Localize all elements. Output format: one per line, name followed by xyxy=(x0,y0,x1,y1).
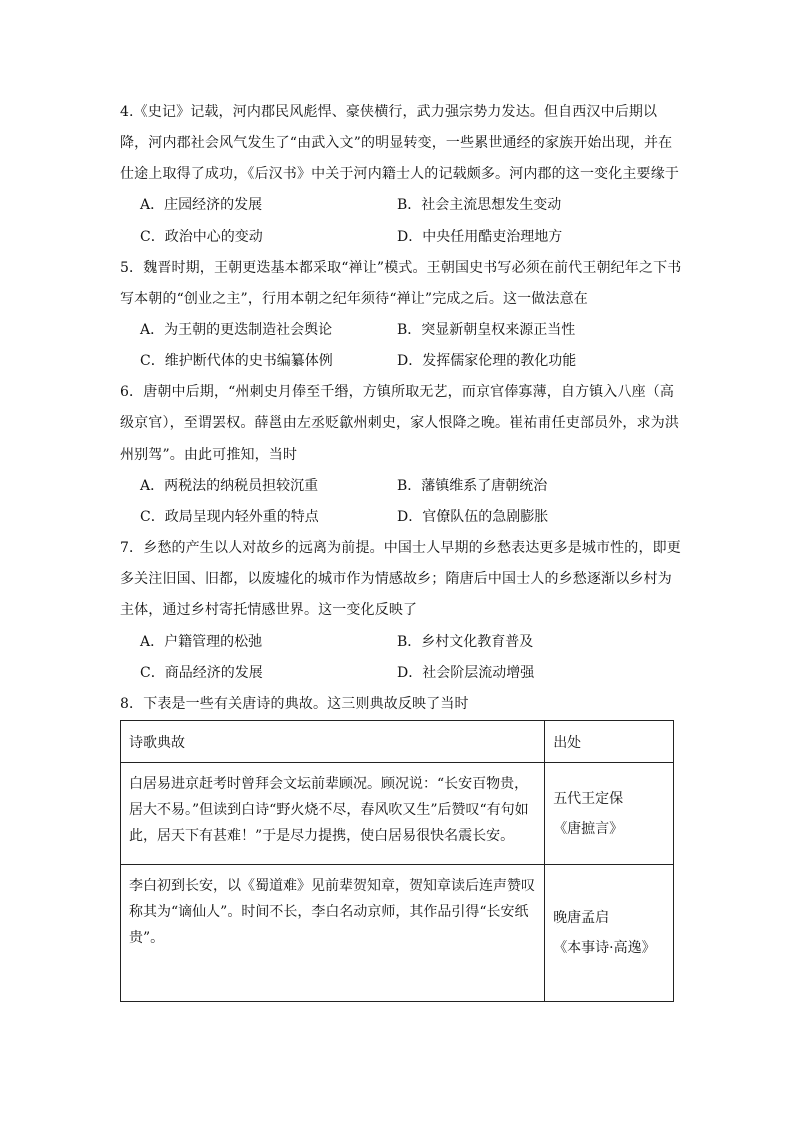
source-cell xyxy=(545,763,674,865)
q7-option-d: D．社会阶层流动增强 xyxy=(397,665,535,681)
q6-option-b: B．藩镇维系了唐朝统治 xyxy=(397,478,548,494)
q4-option-b: B．社会主流思想发生变动 xyxy=(397,197,562,213)
table-row xyxy=(121,763,674,865)
q6-option-a: A．两税法的纳税员担较沉重 xyxy=(140,478,319,494)
story-line: 居大不易。”但读到白诗“野火烧不尽，春风吹又生”后赞叹“有句如 xyxy=(129,802,529,818)
q6-line-2: 级京官），至谓罢权。薛邕由左丞贬歙州刺史，家人恨降之晚。崔祐甫任吏部员外，求为洪 xyxy=(120,415,679,431)
q7-line-2: 多关注旧国、旧都，以废墟化的城市作为情感故乡；隋唐后中国士人的乡愁逐渐以乡村为 xyxy=(120,571,672,587)
source-title: 《本事诗·高逸》 xyxy=(553,940,656,956)
q6-option-d: D．官僚队伍的急剧膨胀 xyxy=(397,509,549,525)
source-author: 晚唐孟启 xyxy=(553,910,610,926)
table-row xyxy=(121,865,674,1002)
q7-option-c: C．商品经济的发展 xyxy=(140,665,263,681)
q4-option-c: C．政治中心的变动 xyxy=(140,229,263,245)
header-source-label: 出处 xyxy=(553,734,582,751)
q6-option-c: C．政局呈现内轻外重的特点 xyxy=(140,509,319,525)
header-cell-story xyxy=(121,721,545,763)
q4-option-d: D．中央任用酷吏治理地方 xyxy=(397,229,563,245)
q4-line-3: 仕途上取得了成功，《后汉书》中关于河内籍士人的记载颇多。河内郡的这一变化主要缘于 xyxy=(120,166,679,182)
q6-line-3: 州别驾”。由此可推知，当时 xyxy=(120,447,298,463)
story-line: 称其为“谪仙人”。时间不长，李白名动京师，其作品引得“长安纸 xyxy=(129,904,529,920)
story-line: 贵”。 xyxy=(129,930,165,946)
story-line: 此，居天下有甚难！”于是尽力提携，使白居易很快名震长安。 xyxy=(129,828,515,844)
table-header-row xyxy=(121,721,674,763)
q4-option-a: A．庄园经济的发展 xyxy=(140,197,263,213)
header-cell-source xyxy=(545,721,674,763)
story-line: 李白初到长安，以《蜀道难》见前辈贺知章，贺知章读后连声赞叹 xyxy=(129,878,535,894)
q7-option-a: A．户籍管理的松弛 xyxy=(140,634,263,650)
story-cell xyxy=(121,763,545,865)
q5-option-c: C．维护断代体的史书编纂体例 xyxy=(140,353,333,369)
q5-option-b: B．突显新朝皇权来源正当性 xyxy=(397,322,576,338)
q5-option-a: A．为王朝的更迭制造社会舆论 xyxy=(140,322,333,338)
q8-stem: 8．下表是一些有关唐诗的典故。这三则典故反映了当时 xyxy=(120,696,469,712)
q5-line-1: 5．魏晋时期，王朝更迭基本都采取“禅让”模式。王朝国史书写必须在前代王朝纪年之下书 xyxy=(120,260,682,276)
story-cell xyxy=(121,865,545,1002)
q4-line-1: 4.《史记》记载，河内郡民风彪悍、豪侠横行，武力强宗势力发达。但自西汉中后期以 xyxy=(120,104,658,120)
poem-allusion-table xyxy=(120,720,674,1002)
header-story-label: 诗歌典故 xyxy=(129,734,185,751)
q5-line-2: 写本朝的“创业之主”，行用本朝之纪年须待“禅让”完成之后。这一做法意在 xyxy=(120,291,588,307)
q5-option-d: D．发挥儒家伦理的教化功能 xyxy=(397,353,577,369)
q7-line-3: 主体，通过乡村寄托情感世界。这一变化反映了 xyxy=(120,602,418,618)
story-line: 白居易进京赶考时曾拜会文坛前辈顾况。顾况说：“长安百物贵， xyxy=(129,776,529,792)
q4-line-2: 降，河内郡社会风气发生了“由武入文”的明显转变，一些累世通经的家族开始出现，并在 xyxy=(120,135,673,151)
source-cell xyxy=(545,865,674,1002)
q7-line-1: 7．乡愁的产生以人对故乡的远离为前提。中国士人早期的乡愁表达更多是城市性的，即更 xyxy=(120,540,681,556)
q6-line-1: 6．唐朝中后期，“州刺史月俸至千缗，方镇所取无艺，而京官俸寡薄，自方镇入八座（高 xyxy=(120,384,675,400)
q7-option-b: B．乡村文化教育普及 xyxy=(397,634,534,650)
source-title: 《唐摭言》 xyxy=(553,820,624,837)
source-author: 五代王定保 xyxy=(553,790,624,807)
